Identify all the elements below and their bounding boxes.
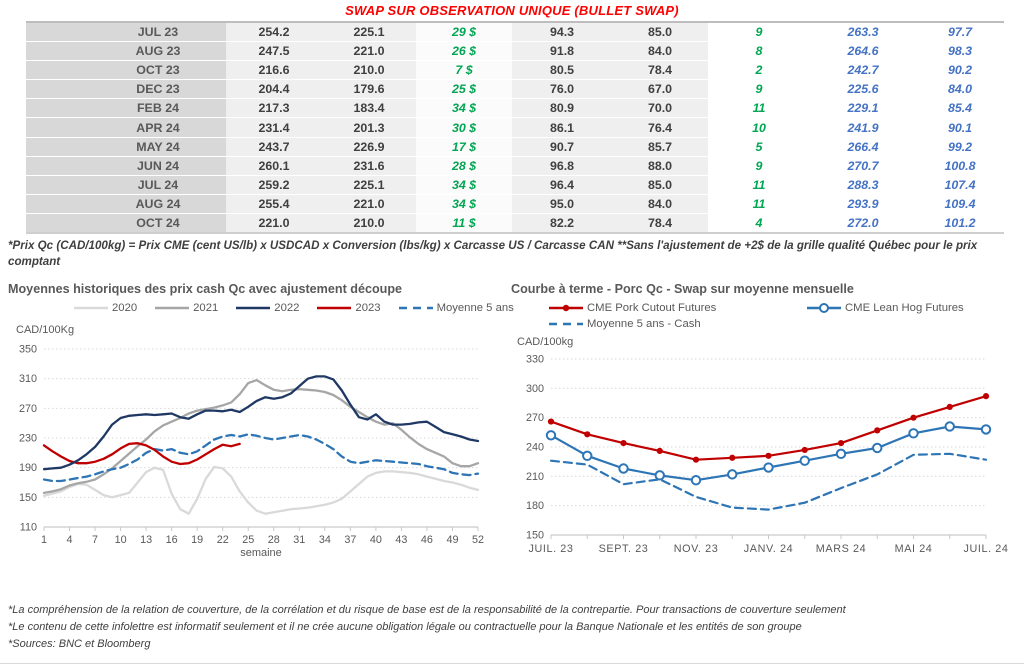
table-cell: 91.8 <box>512 42 612 61</box>
table-cell: 78.4 <box>612 213 708 233</box>
table-cell: 225.1 <box>322 22 416 42</box>
page-title: SWAP SUR OBSERVATION UNIQUE (BULLET SWAP) <box>345 3 679 18</box>
table-cell: 34 $ <box>416 194 512 213</box>
table-cell: 95.0 <box>512 194 612 213</box>
table-cell: 264.6 <box>810 42 916 61</box>
table-cell: 88.0 <box>612 156 708 175</box>
table-cell: 225.1 <box>322 175 416 194</box>
table-cell: 179.6 <box>322 80 416 99</box>
table-cell: 34 $ <box>416 175 512 194</box>
legend-item <box>155 302 218 314</box>
legend-line-swatch <box>549 319 583 329</box>
table-cell: 94.3 <box>512 22 612 42</box>
table-cell: 210.0 <box>322 213 416 233</box>
table-cell: 90.1 <box>916 118 1004 137</box>
svg-text:37: 37 <box>344 534 357 547</box>
table-cell: 99.2 <box>916 137 1004 156</box>
row-month-label: DEC 23 <box>26 80 226 99</box>
row-month-label: AUG 23 <box>26 42 226 61</box>
svg-text:350: 350 <box>18 343 37 356</box>
sources-line: *Sources: BNC et Bloomberg <box>8 638 151 651</box>
svg-text:230: 230 <box>18 432 37 445</box>
left-chart-title: Moyennes historiques des prix cash Qc avec ajustement découpe <box>8 282 403 297</box>
table-cell: 216.6 <box>226 61 322 80</box>
svg-text:330: 330 <box>525 353 544 366</box>
svg-text:NOV. 23: NOV. 23 <box>673 543 719 556</box>
svg-text:7: 7 <box>92 534 99 547</box>
svg-text:JANV. 24: JANV. 24 <box>743 543 794 556</box>
table-cell: 98.3 <box>916 42 1004 61</box>
legend-item-label: Moyenne 5 ans - Cash <box>587 318 701 331</box>
table-row <box>26 80 1004 99</box>
svg-text:4: 4 <box>66 534 73 547</box>
row-month-label: JUN 24 <box>26 156 226 175</box>
table-cell: 254.2 <box>226 22 322 42</box>
table-row <box>26 156 1004 175</box>
table-cell: 9 <box>708 80 810 99</box>
table-cell: 101.2 <box>916 213 1004 233</box>
disclaimer-line: *Le contenu de cette infolettre est informatif seulement et il ne crée aucune obligation légale ou contractuelle pour la Banque Nationale et les entités de son groupe <box>8 621 802 634</box>
table-cell: 29 $ <box>416 22 512 42</box>
legend-item-label: 2020 <box>112 302 138 315</box>
svg-text:110: 110 <box>19 521 37 534</box>
price-formula-footnote: *Prix Qc (CAD/100kg) = Prix CME (cent US/lb) x USDCAD x Conversion (lbs/kg) x Carcasse US / Carcasse CAN **Sans l'ajustement de +2$ de la grille qualité Québec pour le prix comptant <box>8 239 978 268</box>
legend-item-label: 2022 <box>274 302 300 315</box>
table-cell: 97.7 <box>916 22 1004 42</box>
legend-item <box>236 302 299 314</box>
table-cell: 221.0 <box>226 213 322 233</box>
table-cell: 255.4 <box>226 194 322 213</box>
legend-item <box>549 302 807 314</box>
table-cell: 10 <box>708 118 810 137</box>
svg-text:43: 43 <box>395 534 408 547</box>
row-month-label: JUL 23 <box>26 22 226 42</box>
right-chart-title: Courbe à terme - Porc Qc - Swap sur moyenne mensuelle <box>511 282 854 297</box>
svg-text:150: 150 <box>525 529 544 542</box>
row-month-label: OCT 24 <box>26 213 226 233</box>
table-cell: 293.9 <box>810 194 916 213</box>
svg-text:40: 40 <box>369 534 382 547</box>
legend-line-swatch <box>74 303 108 313</box>
table-row <box>26 213 1004 233</box>
table-cell: 84.0 <box>916 80 1004 99</box>
table-cell: 70.0 <box>612 99 708 118</box>
table-cell: 9 <box>708 156 810 175</box>
disclaimer-block <box>8 602 1024 653</box>
table-cell: 67.0 <box>612 80 708 99</box>
swap-table-body <box>26 22 1004 233</box>
svg-text:MAI 24: MAI 24 <box>894 543 933 556</box>
row-month-label: JUL 24 <box>26 175 226 194</box>
table-cell: 34 $ <box>416 99 512 118</box>
table-cell: 221.0 <box>322 194 416 213</box>
table-cell: 85.7 <box>612 137 708 156</box>
svg-text:52: 52 <box>471 534 485 547</box>
svg-text:270: 270 <box>18 403 37 416</box>
table-row <box>26 118 1004 137</box>
row-month-label: APR 24 <box>26 118 226 137</box>
table-cell: 243.7 <box>226 137 322 156</box>
legend-line-swatch <box>317 303 351 313</box>
table-cell: 270.7 <box>810 156 916 175</box>
legend-line-swatch <box>807 303 841 313</box>
table-cell: 7 $ <box>416 61 512 80</box>
table-cell: 80.5 <box>512 61 612 80</box>
row-month-label: MAY 24 <box>26 137 226 156</box>
legend-item-label: 2023 <box>355 302 381 315</box>
legend-item <box>807 302 1024 314</box>
table-row <box>26 175 1004 194</box>
svg-text:49: 49 <box>446 534 459 547</box>
table-cell: 30 $ <box>416 118 512 137</box>
table-row <box>26 42 1004 61</box>
svg-text:semaine: semaine <box>240 547 282 560</box>
svg-text:240: 240 <box>525 441 544 454</box>
table-cell: 217.3 <box>226 99 322 118</box>
table-row <box>26 194 1004 213</box>
table-cell: 17 $ <box>416 137 512 156</box>
table-row <box>26 22 1004 42</box>
table-cell: 80.9 <box>512 99 612 118</box>
historical-prices-panel <box>8 282 514 576</box>
svg-text:46: 46 <box>420 534 433 547</box>
svg-text:22: 22 <box>216 534 229 547</box>
table-cell: 26 $ <box>416 42 512 61</box>
table-cell: 272.0 <box>810 213 916 233</box>
table-cell: 241.9 <box>810 118 916 137</box>
table-cell: 109.4 <box>916 194 1004 213</box>
table-cell: 90.2 <box>916 61 1004 80</box>
table-cell: 204.4 <box>226 80 322 99</box>
svg-text:25: 25 <box>242 534 255 547</box>
swap-table <box>26 21 1004 234</box>
svg-text:31: 31 <box>293 534 306 547</box>
table-cell: 84.0 <box>612 42 708 61</box>
svg-text:JUIL. 23: JUIL. 23 <box>528 543 574 556</box>
right-chart-legend <box>549 302 1024 330</box>
legend-item <box>74 302 137 314</box>
table-row <box>26 61 1004 80</box>
table-cell: 231.6 <box>322 156 416 175</box>
table-cell: 11 <box>708 99 810 118</box>
table-cell: 76.0 <box>512 80 612 99</box>
forward-curve-panel <box>509 282 1024 576</box>
table-cell: 5 <box>708 137 810 156</box>
row-month-label: FEB 24 <box>26 99 226 118</box>
table-cell: 85.0 <box>612 175 708 194</box>
table-cell: 11 <box>708 175 810 194</box>
svg-text:150: 150 <box>18 492 37 505</box>
legend-item <box>549 318 807 330</box>
svg-text:10: 10 <box>114 534 127 547</box>
legend-line-swatch <box>155 303 189 313</box>
svg-text:JUIL. 24: JUIL. 24 <box>963 543 1009 556</box>
svg-text:190: 190 <box>18 462 37 475</box>
table-cell: 28 $ <box>416 156 512 175</box>
table-cell: 210.0 <box>322 61 416 80</box>
charts-row <box>0 282 1024 576</box>
legend-item <box>317 302 380 314</box>
table-cell: 107.4 <box>916 175 1004 194</box>
historical-prices-chart <box>8 337 498 569</box>
table-cell: 100.8 <box>916 156 1004 175</box>
table-cell: 266.4 <box>810 137 916 156</box>
svg-text:16: 16 <box>165 534 178 547</box>
table-cell: 247.5 <box>226 42 322 61</box>
legend-item-label: 2021 <box>193 302 219 315</box>
left-chart-legend <box>74 302 514 315</box>
table-cell: 201.3 <box>322 118 416 137</box>
legend-item-label: Moyenne 5 ans <box>436 302 514 315</box>
legend-item-label: CME Pork Cutout Futures <box>587 302 717 315</box>
svg-text:34: 34 <box>318 534 331 547</box>
forward-curve-chart <box>509 349 1022 571</box>
right-chart-y-unit: CAD/100kg <box>517 336 574 349</box>
row-month-label: AUG 24 <box>26 194 226 213</box>
table-cell: 25 $ <box>416 80 512 99</box>
table-cell: 242.7 <box>810 61 916 80</box>
legend-line-swatch <box>549 303 583 313</box>
table-cell: 85.4 <box>916 99 1004 118</box>
table-cell: 85.0 <box>612 22 708 42</box>
svg-text:28: 28 <box>267 534 280 547</box>
table-cell: 225.6 <box>810 80 916 99</box>
table-row <box>26 137 1004 156</box>
legend-item <box>399 302 514 314</box>
table-cell: 229.1 <box>810 99 916 118</box>
table-cell: 259.2 <box>226 175 322 194</box>
table-cell: 76.4 <box>612 118 708 137</box>
disclaimer-line: *La compréhension de la relation de couverture, de la corrélation et du risque de base est de la responsabilité de la contrepartie. Pour transactions de couverture seulement <box>8 604 846 617</box>
table-row <box>26 99 1004 118</box>
svg-text:310: 310 <box>18 373 37 386</box>
table-cell: 288.3 <box>810 175 916 194</box>
left-chart-y-unit: CAD/100Kg <box>16 324 75 337</box>
svg-text:19: 19 <box>191 534 204 547</box>
legend-line-swatch <box>399 303 433 313</box>
table-cell: 11 $ <box>416 213 512 233</box>
table-cell: 260.1 <box>226 156 322 175</box>
table-cell: 2 <box>708 61 810 80</box>
svg-text:180: 180 <box>525 500 544 513</box>
row-month-label: OCT 23 <box>26 61 226 80</box>
svg-text:210: 210 <box>525 471 544 484</box>
svg-text:13: 13 <box>140 534 153 547</box>
svg-text:MARS 24: MARS 24 <box>815 543 867 556</box>
table-cell: 263.3 <box>810 22 916 42</box>
table-cell: 4 <box>708 213 810 233</box>
table-cell: 96.4 <box>512 175 612 194</box>
table-cell: 221.0 <box>322 42 416 61</box>
table-cell: 86.1 <box>512 118 612 137</box>
table-cell: 226.9 <box>322 137 416 156</box>
table-cell: 90.7 <box>512 137 612 156</box>
table-cell: 84.0 <box>612 194 708 213</box>
svg-text:270: 270 <box>525 412 544 425</box>
table-cell: 231.4 <box>226 118 322 137</box>
table-cell: 11 <box>708 194 810 213</box>
legend-line-swatch <box>236 303 270 313</box>
table-cell: 183.4 <box>322 99 416 118</box>
table-cell: 9 <box>708 22 810 42</box>
svg-text:1: 1 <box>40 534 48 547</box>
table-cell: 78.4 <box>612 61 708 80</box>
table-cell: 82.2 <box>512 213 612 233</box>
svg-text:300: 300 <box>525 383 544 396</box>
svg-text:SEPT. 23: SEPT. 23 <box>598 543 649 556</box>
table-cell: 8 <box>708 42 810 61</box>
legend-item-label: CME Lean Hog Futures <box>845 302 964 315</box>
table-cell: 96.8 <box>512 156 612 175</box>
